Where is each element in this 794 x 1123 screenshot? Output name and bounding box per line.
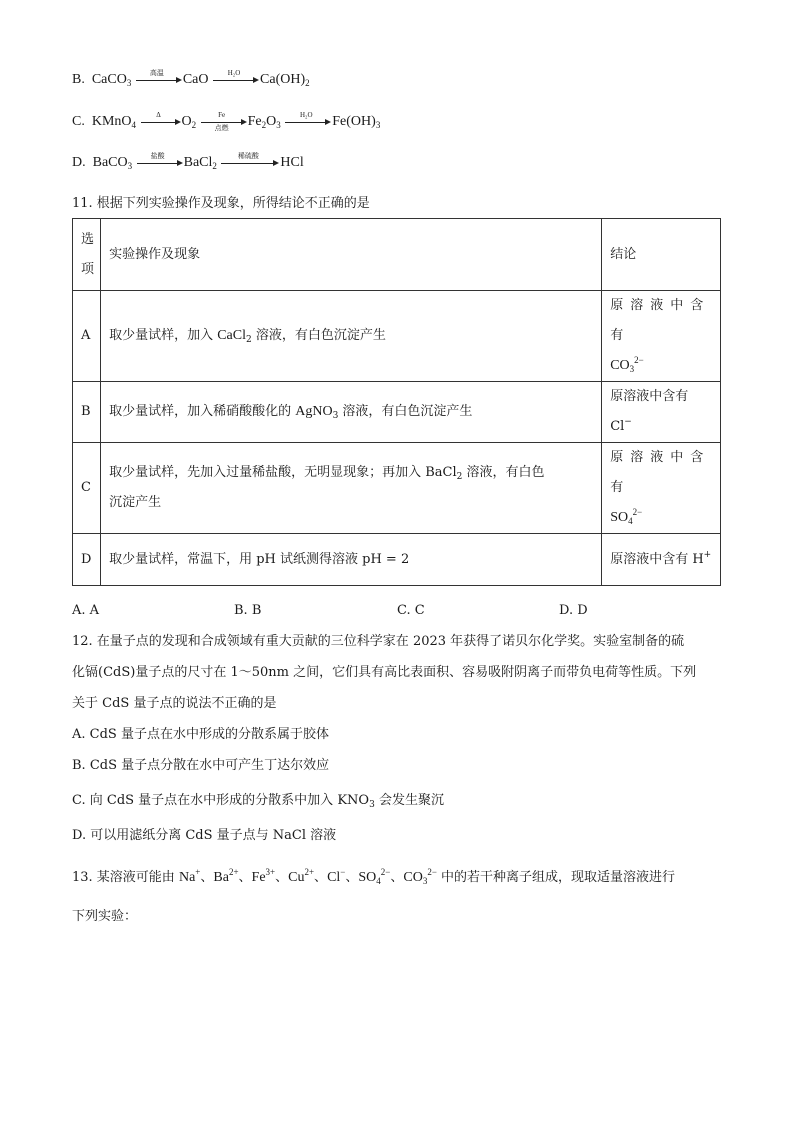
row-operation: 取少量试样，常温下，用 pH 试纸测得溶液 pH = 2 <box>101 534 602 586</box>
subscript: 3 <box>629 364 635 374</box>
question-12 <box>72 626 722 851</box>
row-conclusion <box>602 443 721 534</box>
choice-b[interactable]: B. B <box>234 603 262 618</box>
ion-symbol: Cl <box>327 870 341 885</box>
text: 原溶液中含有 <box>610 298 711 343</box>
ion <box>251 867 276 885</box>
arrow-condition: H₂O <box>227 68 241 77</box>
option-label: C. <box>72 114 85 129</box>
arrow-condition-below: 点燃 <box>214 123 229 132</box>
row-operation <box>101 443 602 534</box>
subscript: 2 <box>246 335 252 345</box>
row-option: D <box>73 534 101 586</box>
superscript: 2+ <box>228 867 239 877</box>
row-conclusion <box>602 534 721 586</box>
formula: CaCO <box>91 72 127 87</box>
formula: CO <box>610 358 630 373</box>
header-conclusion: 结论 <box>602 219 721 291</box>
row-conclusion <box>602 291 721 382</box>
text: 取少量试样，加入 <box>109 328 218 343</box>
subscript: 3 <box>126 78 132 88</box>
subscript: 2 <box>212 161 217 171</box>
text: 原溶液中含有 H <box>610 551 704 567</box>
ion <box>327 867 346 885</box>
subscript: 4 <box>628 516 633 526</box>
reaction-arrow <box>201 110 247 132</box>
superscript: 2− <box>380 867 391 877</box>
question-12-stem-line: 12. 在量子点的发现和合成领域有重大贡献的三位科学家在 2023 年获得了诺贝尔化学奖。实验室制备的硫 <box>72 634 685 649</box>
choice-a[interactable]: A. CdS 量子点在水中形成的分散系属于胶体 <box>72 727 329 742</box>
reaction-arrow <box>213 68 259 86</box>
ion-symbol: Cu <box>288 870 305 885</box>
option-c-reaction-chain <box>72 110 381 132</box>
formula: Fe(OH) <box>332 114 376 129</box>
option-label: B. <box>72 72 85 87</box>
header-option-line1: 选 <box>81 231 95 247</box>
ion <box>213 867 239 885</box>
text: 沉淀产生 <box>109 495 162 510</box>
ion-symbol: Fe <box>251 870 266 885</box>
formula: SO <box>610 510 629 525</box>
arrow-condition: H₂O <box>299 110 313 119</box>
text: 溶液，有白色沉淀产生 <box>338 404 473 419</box>
row-option: B <box>73 382 101 443</box>
formula: O <box>266 114 277 129</box>
text: 取少量试样，加入稀硝酸酸化的 <box>109 404 296 419</box>
table-header-row <box>73 219 721 291</box>
table-row <box>73 443 721 534</box>
text: 原溶液中含有 Cl <box>610 389 689 434</box>
question-13-stem-line2: 下列实验： <box>72 909 138 924</box>
formula: BaCl <box>183 155 213 170</box>
superscript: 2− <box>632 507 643 517</box>
formula: KMnO <box>91 114 132 129</box>
separator: 、 <box>390 870 404 885</box>
header-option-line2: 项 <box>81 261 95 277</box>
ion-symbol: Na <box>178 870 196 885</box>
reaction-arrow <box>136 68 182 86</box>
formula: AgNO <box>295 404 333 419</box>
superscript: − <box>340 867 346 877</box>
separator: 、 <box>238 870 252 885</box>
text: 溶液，有白色 <box>462 465 545 480</box>
text: 取少量试样，先加入过量稀盐酸，无明显现象；再加入 BaCl <box>109 465 457 480</box>
subscript: 4 <box>376 876 381 886</box>
choice-d[interactable]: D. D <box>559 603 588 618</box>
ion-symbol: CO <box>403 870 423 885</box>
choice-d[interactable]: D. 可以用滤纸分离 CdS 量子点与 NaCl 溶液 <box>72 828 337 843</box>
subscript: 2 <box>191 120 197 130</box>
separator: 、 <box>275 870 289 885</box>
ion <box>403 867 437 886</box>
choice-a[interactable]: A. A <box>72 603 100 618</box>
arrow-condition: 稀硫酸 <box>237 151 259 160</box>
formula: CaCl <box>217 328 246 343</box>
header-operation: 实验操作及现象 <box>101 219 602 291</box>
ion-symbol: Ba <box>213 870 229 885</box>
reaction-arrow <box>221 151 279 169</box>
subscript: 2 <box>305 78 310 88</box>
row-option: C <box>73 443 101 534</box>
question-12-stem-line: 化镉(CdS)量子点的尺寸在 1～50nm 之间，它们具有高比表面积、容易吸附阴离子而带负电荷等性质。下列 <box>72 665 697 680</box>
ion-list <box>178 867 437 886</box>
table-row <box>73 291 721 382</box>
question-11-stem: 11. 根据下列实验操作及现象，所得结论不正确的是 <box>72 196 370 211</box>
ion <box>288 867 315 885</box>
subscript: 3 <box>276 120 281 130</box>
formula: CaO <box>182 72 209 87</box>
arrow-condition: 盐酸 <box>150 151 165 160</box>
formula: Fe <box>247 114 262 129</box>
question-13-stem: 13. 某溶液可能由 Na+、$Ba^{2+}$、$Fe^{3+}$、$Cu^{2+}$、Cl−、$SO_4^{2-}$、$CO_3^{2-}$ 中的若干种离子组成，现取适量溶液进行 <box>72 867 676 886</box>
subscript: 3 <box>332 411 339 421</box>
formula: Ca(OH) <box>260 72 306 87</box>
arrow-condition: Δ <box>156 110 161 119</box>
text: 中的若干种离子组成，现取适量溶液进行 <box>436 870 676 885</box>
table-row <box>73 382 721 443</box>
separator: 、 <box>345 870 359 885</box>
reaction-arrow <box>137 151 183 169</box>
row-option: A <box>73 291 101 382</box>
text: 溶液，有白色沉淀产生 <box>251 328 386 343</box>
table-row <box>73 534 721 586</box>
experiment-table <box>72 218 721 586</box>
arrow-condition: 高温 <box>149 68 164 77</box>
superscript: + <box>195 867 201 877</box>
text: 会发生聚沉 <box>374 793 444 808</box>
text: 原溶液中含有 <box>610 450 711 495</box>
separator: 、 <box>200 870 214 885</box>
choice-c[interactable] <box>72 785 722 816</box>
subscript: 3 <box>127 161 133 171</box>
reaction-arrow <box>141 110 181 128</box>
formula: BaCO <box>92 155 128 170</box>
ion <box>358 867 391 886</box>
superscript: 2+ <box>304 867 315 877</box>
separator: 、 <box>314 870 328 885</box>
subscript: 4 <box>131 120 137 130</box>
text: C. 向 CdS 量子点在水中形成的分散系中加入 KNO <box>72 793 370 808</box>
option-b-reaction-chain <box>72 68 310 88</box>
superscript: − <box>624 417 632 427</box>
subscript: 3 <box>422 876 428 886</box>
superscript: 3+ <box>265 867 276 877</box>
subscript: 2 <box>456 472 463 482</box>
header-option <box>73 219 101 291</box>
formula: HCl <box>280 155 304 170</box>
superscript: 2− <box>427 867 437 877</box>
question-12-stem-line: 关于 CdS 量子点的说法不正确的是 <box>72 696 277 711</box>
choice-c[interactable]: C. C <box>397 603 425 618</box>
superscript: + <box>703 549 712 560</box>
option-d-reaction-chain <box>72 151 304 171</box>
subscript: 3 <box>369 800 375 810</box>
subscript: 3 <box>375 120 381 130</box>
row-operation <box>101 291 602 382</box>
choice-b[interactable]: B. CdS 量子点分散在水中可产生丁达尔效应 <box>72 758 330 773</box>
option-label: D. <box>72 155 86 170</box>
formula: O <box>181 114 192 129</box>
superscript: 2− <box>634 355 644 365</box>
subscript: 2 <box>261 120 267 130</box>
row-conclusion <box>602 382 721 443</box>
reaction-arrow <box>285 110 331 128</box>
ion-symbol: SO <box>358 870 377 885</box>
ion <box>178 867 201 885</box>
arrow-condition: Fe <box>218 110 226 119</box>
row-operation <box>101 382 602 443</box>
